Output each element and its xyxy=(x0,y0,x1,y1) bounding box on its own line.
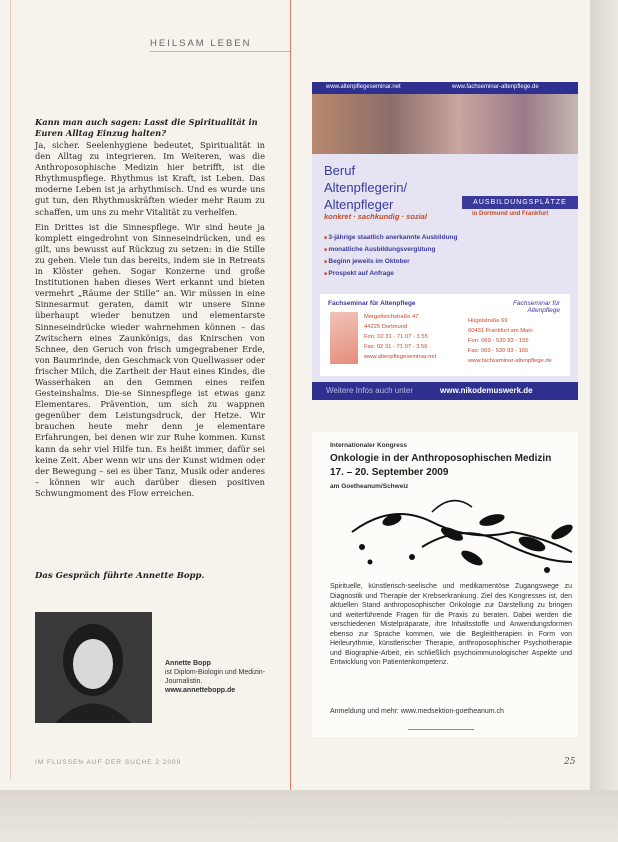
ad-badge: AUSBILDUNGSPLÄTZE xyxy=(462,196,578,209)
ad-headline xyxy=(324,162,464,213)
list-item: ■ Prospekt auf Anfrage xyxy=(324,268,524,280)
congress-label: Internationaler Kongress xyxy=(330,442,407,449)
section-underline xyxy=(150,51,290,52)
congress-title-line: Onkologie in der Anthroposophischen Medizin xyxy=(330,453,552,464)
list-item: ■ Beginn jeweils im Oktober xyxy=(324,256,524,268)
seminar-logo: Fachseminar für Altenpflege xyxy=(513,300,560,314)
interview-credit: Das Gespräch führte Annette Bopp. xyxy=(35,571,205,581)
frankfurt-address xyxy=(468,316,552,366)
ad-contact-box xyxy=(320,294,570,376)
ad-headline-line: Altenpfleger xyxy=(324,197,394,212)
congress-title xyxy=(330,452,570,480)
address-line: Hügelstraße 69 xyxy=(468,318,508,324)
footer-publication: IM FLUSSEN AUF DER SUCHE 2 2009 xyxy=(35,759,182,766)
page-edge xyxy=(590,0,618,842)
column-divider xyxy=(290,0,291,790)
congress-ad xyxy=(312,432,578,737)
ad-url-left[interactable]: www.altenpflegeseminar.net xyxy=(326,84,401,90)
mistletoe-illustration xyxy=(332,492,578,582)
list-item: ■ monatliche Ausbildungsvergütung xyxy=(324,244,524,256)
address-line: Fax: 02 31 - 71 07 - 3 56 xyxy=(364,344,428,350)
address-line: Fon: 02 31 - 71 07 - 3 55 xyxy=(364,334,428,340)
ad-subheadline: konkret · sachkundig · sozial xyxy=(324,212,427,221)
map-icon xyxy=(330,312,358,364)
author-photo xyxy=(35,612,152,723)
ad-url-right[interactable]: www.fachseminar-altenpflege.de xyxy=(452,84,539,90)
congress-location: am Goetheanum/Schweiz xyxy=(330,483,409,490)
address-line: Mergelteichstraße 47 xyxy=(364,314,419,320)
scan-background xyxy=(0,790,618,842)
author-bio xyxy=(165,659,285,695)
ad-top-bar xyxy=(312,82,578,94)
section-title: HEILSAM LEBEN xyxy=(150,38,252,49)
ad-photo xyxy=(312,94,578,154)
left-margin-rule xyxy=(10,0,11,780)
ad-headline-line: Altenpflegerin/ xyxy=(324,180,408,195)
list-item: ■ 3-jährige staatlich anerkannte Ausbildung xyxy=(324,232,524,244)
page-number: 25 xyxy=(564,757,576,767)
ad-bottom-bar xyxy=(312,382,578,400)
address-line: 60431 Frankfurt am Main xyxy=(468,328,533,334)
address-link[interactable]: www.fachseminar-altenpflege.de xyxy=(468,358,552,364)
article-paragraph: Ja, sicher. Seelenhygiene bedeutet, Spiritualität in den Alltag zu integrieren. Im Weiteren, was die Anthroposophische Medizin hier betrifft, ist die Rhythmuspflege. Rhythmus ist Kraft, ist Leben. Das moderne Leben ist ja arhythmisch. Und es wurde uns gut tun, den Rhythmuskräften wieder mehr Raum zu schaffen, um uns zu mehr Vitalität zu verhelfen. xyxy=(35,140,265,217)
ad-bottom-label: Weitere Infos auch unter xyxy=(326,386,414,395)
author-name: Annette Bopp xyxy=(165,660,211,667)
article-paragraph: Ein Drittes ist die Sinnespflege. Wir sind heute ja komplett eingedrohnt von Sinneseindrücken, und es gilt, uns bewusst auf Rückzug zu setzen: in die Stille zu gehen. Viele tun das bereits, indem sie in Retreats in Klöster gehen. Sogar Konzerne und große Institutionen haben dieses Wert erkannt und bieten vermehrt „Räume der Stille“ an. Wir müssen in eine Sinnesarmut geraten, damit wir unsere Sinne überhaupt wieder benutzen und elementarste Sinneseindrücke wieder wahrnehmen können – das Zwitschern eines Zaunkönigs, das Knirschen von Schnee, den Geruch von frisch umgegrabener Erde, von Baumrinde, den Geschmack von Quellwasser oder frischer Milch, die Zartheit der Haut eines Kindes, die Wasserhaken an den Gemmen eines reifen Gesteinshalms. Die-se Sinnespflege ist etwas ganz Elementares. Prävention, um sich zu wappnen gegenüber dem Leistungsdruck, der Hetze. Wir brauchen heute mehr denn je elementare Erfahrungen, bei denen wir zur Ruhe kommen. Kunst kann da sehr viel Hilfe tun. Es heißt immer, dafür sei keine Zeit. Aber wenn wir uns der Kunst widmen oder der Bewegung – sei es über Tanz, Musik oder anderes – können wir auch darüber diesen positiven Schwungmoment des Flow erreichen. xyxy=(35,221,265,498)
ad-bottom-url[interactable]: www.nikodemuswerk.de xyxy=(440,386,533,395)
dortmund-address xyxy=(364,312,436,362)
ad-divider-line xyxy=(408,729,474,730)
congress-registration[interactable]: Anmeldung und mehr: www.medsektion-goetheanum.ch xyxy=(330,708,504,715)
address-line: 44225 Dortmund xyxy=(364,324,408,330)
ad-headline-line: Beruf xyxy=(324,163,356,178)
author-website[interactable]: www.annettebopp.de xyxy=(165,687,236,694)
congress-description: Spirituelle, künstlerisch-seelische und medikamentöse Zugangswege zu Diagnostik und Therapie der Krebserkrankung. Ziel des Kongresses ist, den aktuellen Stand anthroposophischer Onkologie zur Darstellung zu bringen und weiterführende Fragen für die Praxis zu beraten. Dabei werden die verschiedenen Mistelpräparate, ihre Inhaltsstoffe und Anwendungsformen ebenso zur Sprache kommen, wie die Begleittherapien in Form von Heileurythmie, künstlerischer Therapie, anthroposophischer Psychotherapie und Biographie-Arbeit, ein schließlich psychoimmunologischer Aspekte und Entwicklung von Patientenkompetenz. xyxy=(330,583,572,666)
address-line: Fax: 069 - 530 93 - 165 xyxy=(468,348,529,354)
address-line: Fon: 069 - 530 93 - 155 xyxy=(468,338,529,344)
ad-box-title: Fachseminar für Altenpflege xyxy=(328,300,416,307)
address-link[interactable]: www.altenpflegeseminar.net xyxy=(364,354,437,360)
interview-question: Kann man auch sagen: Lasst die Spiritualität in Euren Alltag Einzug halten? xyxy=(35,117,258,138)
congress-dates: 17. – 20. September 2009 xyxy=(330,467,449,478)
ad-badge-location: in Dortmund und Frankfurt xyxy=(472,211,549,217)
ad-bullet-list xyxy=(324,232,524,280)
author-role: ist Diplom-Biologin und Medizin-Journalistin. xyxy=(165,669,265,685)
article-body xyxy=(35,140,265,503)
altenpflege-ad xyxy=(312,82,578,400)
